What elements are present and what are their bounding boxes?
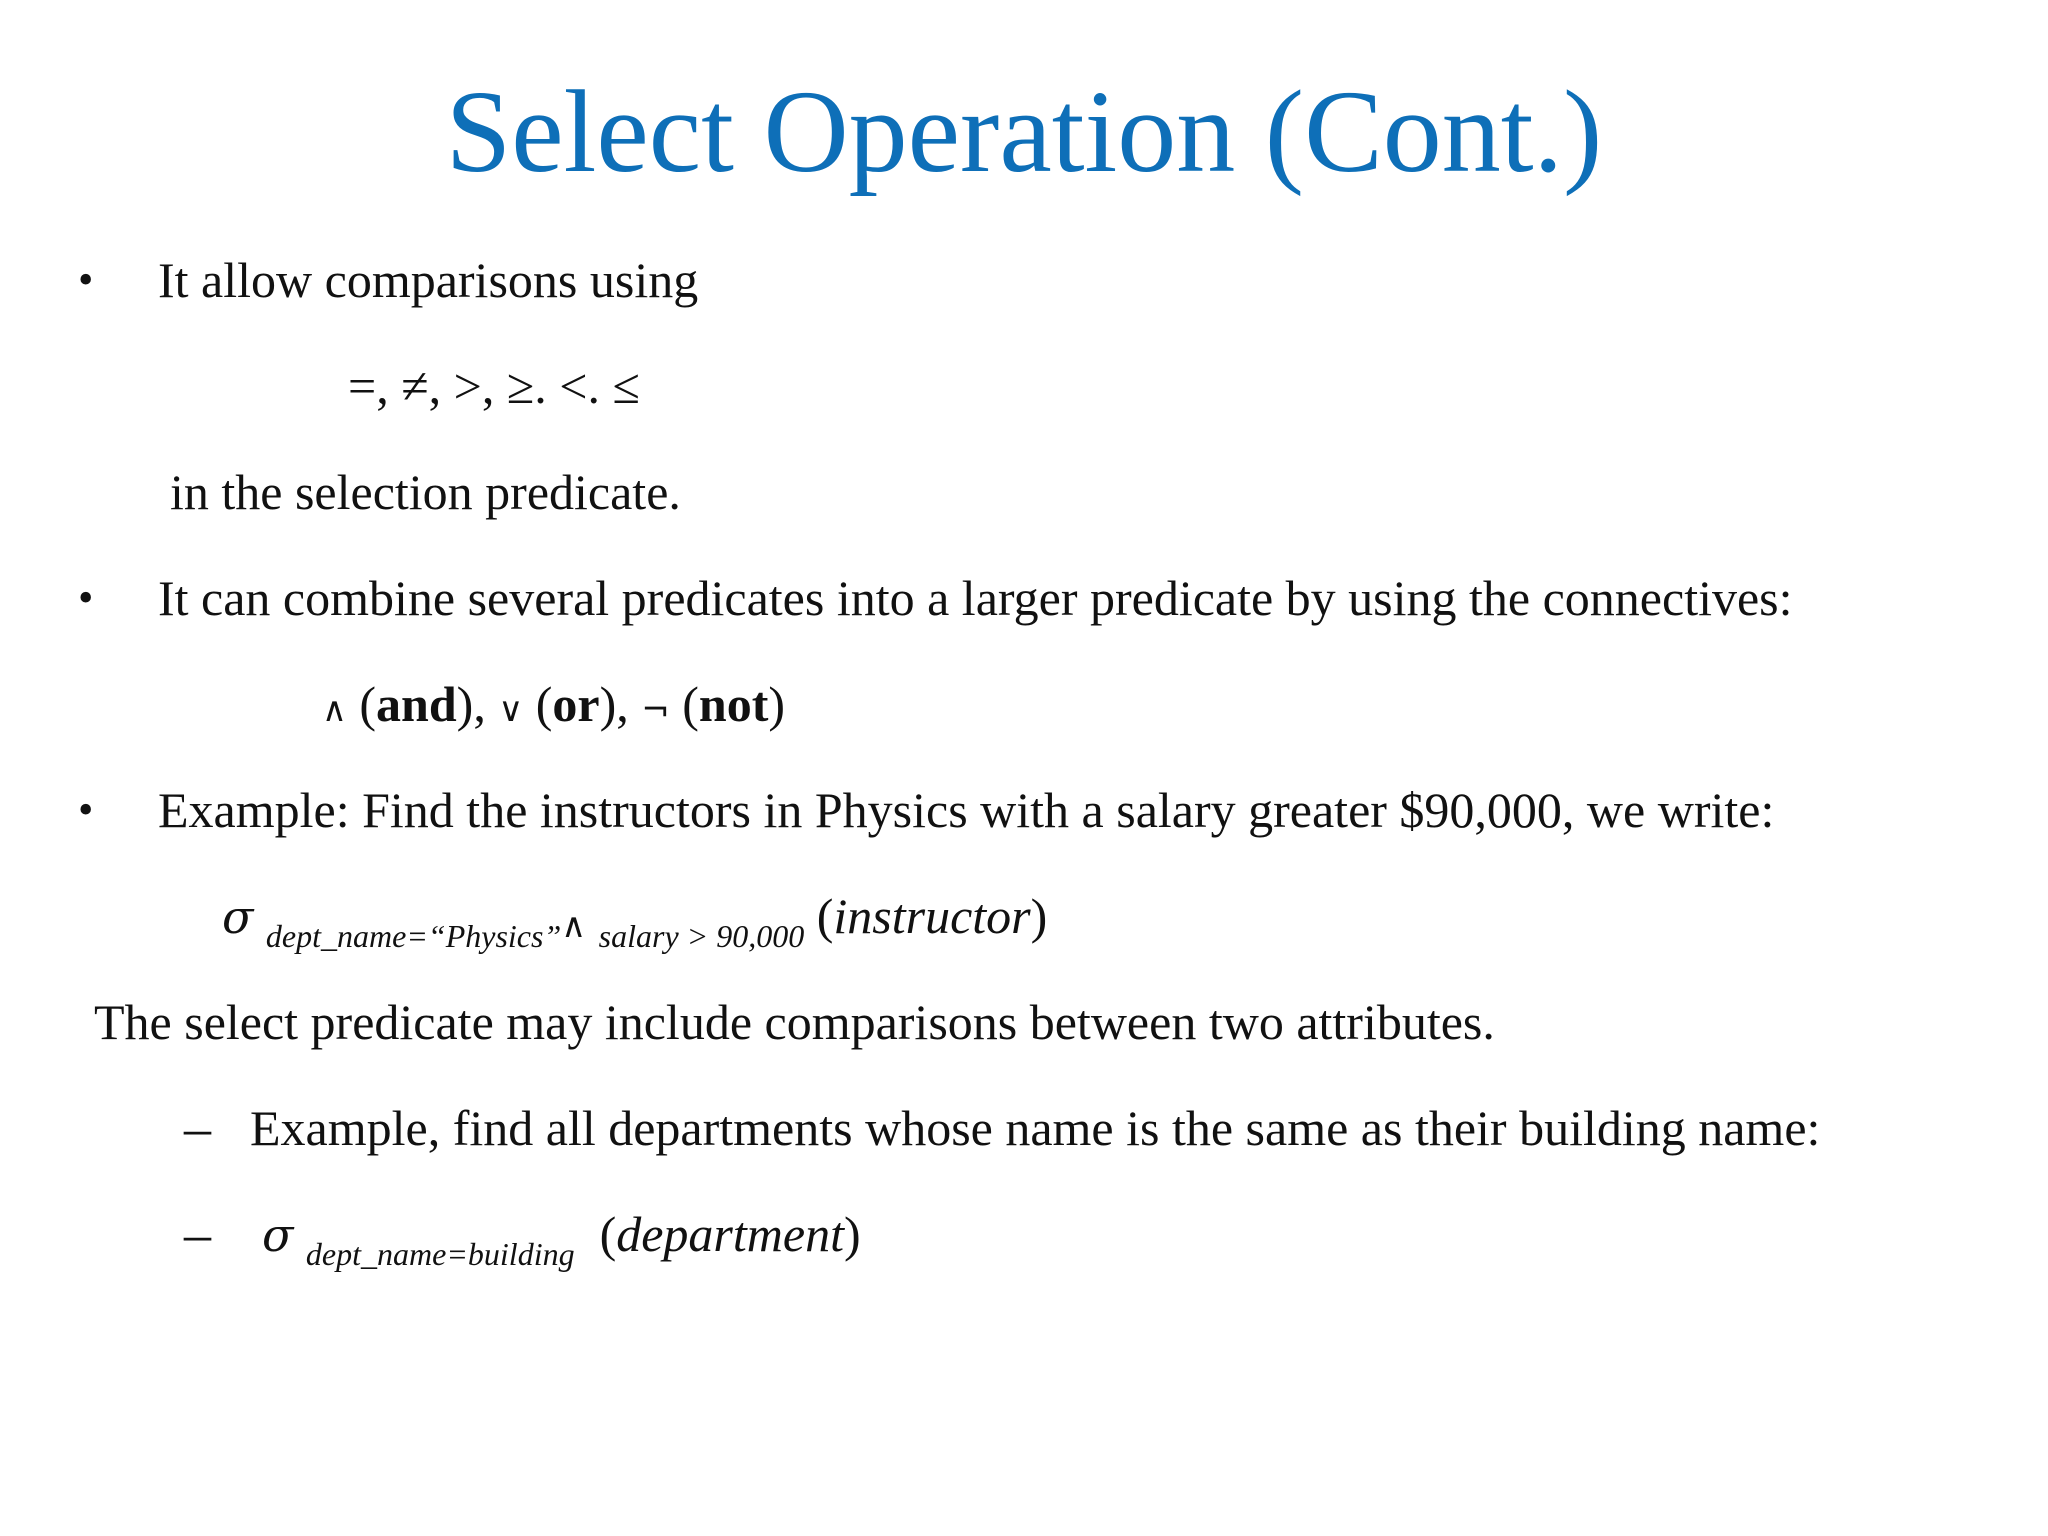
or-word: or: [552, 676, 600, 732]
not-word: not: [698, 676, 769, 732]
and-symbol: ∧: [322, 690, 347, 730]
bullet-icon: •: [78, 785, 94, 834]
and-symbol: ∧: [561, 906, 587, 946]
bullet-1-continuation: in the selection predicate.: [170, 464, 681, 520]
or-symbol: ∨: [498, 690, 524, 730]
bullet-1-text: It allow comparisons using: [158, 252, 699, 308]
select-expression-2: σ $_{dept\_name=building}$ (department): [262, 1206, 861, 1272]
sigma-symbol: σ: [222, 890, 254, 944]
bullet-3-text: Example: Find the instructors in Physics with a salary greater $90,000, we write:: [158, 782, 1775, 838]
predicate: dept_name=building: [305, 1236, 575, 1272]
predicate-part-1: dept_name=“Physics”: [265, 918, 562, 954]
bullet-icon: •: [78, 255, 94, 304]
select-expression-1: σ $_{dept\_name=“Physics”}$∧ $_{salary > 90,000}$ (instructor): [222, 888, 1048, 954]
sigma-symbol: σ: [262, 1208, 294, 1262]
dash-icon: –: [184, 1098, 211, 1158]
slide-title: Select Operation (Cont.): [445, 66, 1603, 197]
relation-name: instructor: [833, 888, 1031, 944]
bullet-icon: •: [78, 573, 94, 622]
not-symbol: ¬: [641, 690, 670, 730]
dash-item-1-text: Example, find all departments whose name is the same as their building name:: [250, 1100, 1821, 1156]
bullet-2-text: It can combine several predicates into a larger predicate by using the connectives:: [158, 570, 1793, 626]
and-word: and: [376, 676, 457, 732]
comparison-operators: =, ≠, >, ≥. <. ≤: [348, 358, 640, 414]
relation-name: department: [616, 1206, 844, 1262]
predicate-part-2: salary > 90,000: [598, 918, 805, 954]
attribute-comparison-text: The select predicate may include comparisons between two attributes.: [94, 994, 1495, 1050]
connectives-line: ∧ (and), ∨ (or), ¬ (not): [322, 676, 786, 732]
dash-icon: –: [184, 1204, 211, 1264]
